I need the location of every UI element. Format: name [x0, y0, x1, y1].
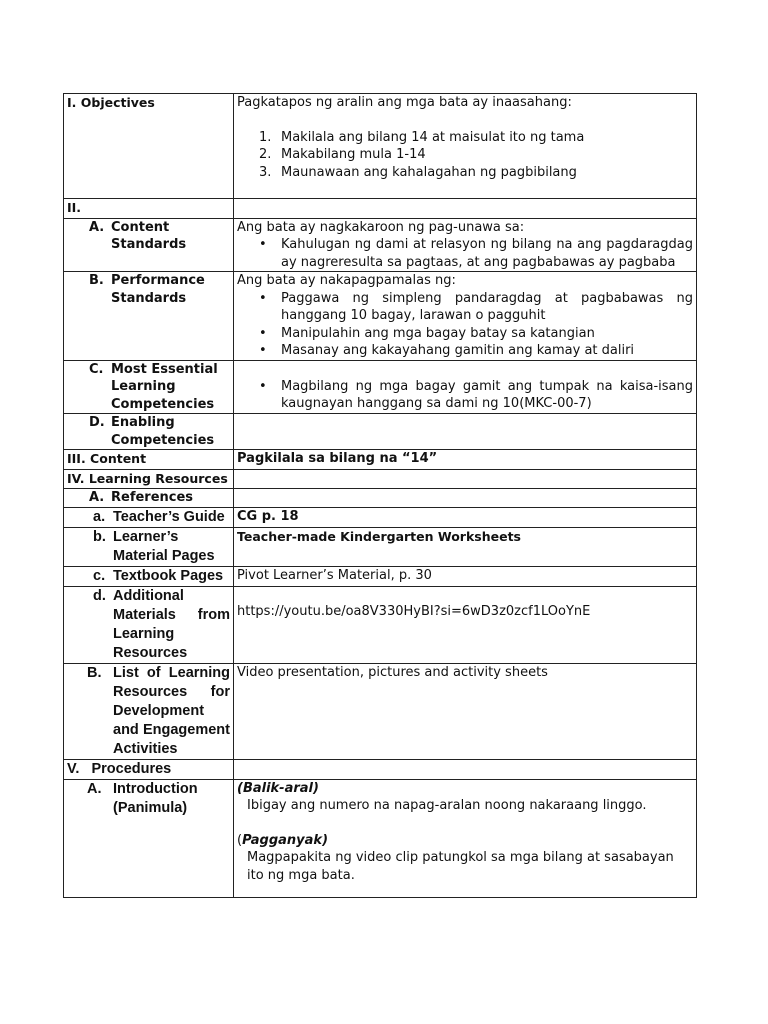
- learners-material-label: b. Learner’s Material Pages: [93, 528, 215, 564]
- list-resources-label: B. List of Learning Resources for Development and Engagement Activities: [87, 664, 230, 757]
- introduction-row: [64, 779, 697, 897]
- objective-item: 3. Maunawaan ang kahalagahan ng pagbibilang: [259, 164, 577, 180]
- pagganyak-title: (Pagganyak): [237, 832, 329, 848]
- references-label: A. References: [89, 490, 194, 505]
- melc-list: [237, 378, 693, 413]
- performance-standards-intro: Ang bata ay nakapagpamalas ng:: [237, 273, 456, 288]
- bullet-item: • Magbilang ng mga bagay gamit ang tumpak na kaisa-isang kaugnayan hanggang sa dami ng 10(MKC-00-7): [281, 378, 693, 413]
- list-resources-value: Video presentation, pictures and activity sheets: [237, 664, 548, 680]
- objectives-label: I. Objectives: [67, 95, 155, 110]
- objectives-list: [237, 129, 693, 182]
- additional-materials-label: d. Additional Materials from Learning Resources: [93, 587, 230, 661]
- content-standards-label: A. Content Standards: [89, 219, 187, 252]
- enabling-row: [64, 414, 697, 450]
- additional-materials-row: [64, 586, 697, 663]
- melc-row: [64, 360, 697, 414]
- lesson-plan-table: [63, 93, 697, 898]
- textbook-pages-label: c. Textbook Pages: [93, 567, 224, 584]
- content-label: III. Content: [67, 451, 147, 466]
- textbook-pages-row: [64, 566, 697, 586]
- textbook-pages-value: Pivot Learner’s Material, p. 30: [237, 567, 432, 583]
- content-standards-intro: Ang bata ay nagkakaroon ng pag-unawa sa:: [237, 219, 525, 235]
- bullet-item: • Kahulugan ng dami at relasyon ng bilang na ang pagdaragdag ay nagreresulta sa pagtaas, at ang pagbabawas ay pagbaba: [281, 236, 693, 271]
- section-ii-row: [64, 199, 697, 219]
- bullet-item: • Manipulahin ang mga bagay batay sa katangian: [281, 325, 693, 343]
- pagganyak-text: Magpapakita ng video clip patungkol sa mga bilang at sasabayan ito ng mga bata.: [247, 850, 674, 883]
- bullet-item: • Masanay ang kakayahang gamitin ang kamay at daliri: [281, 342, 693, 360]
- enabling-label: D. Enabling Competencies: [89, 415, 215, 448]
- list-resources-row: [64, 663, 697, 759]
- section-ii-label: II.: [67, 200, 82, 215]
- content-standards-row: [64, 218, 697, 272]
- procedures-label: V. Procedures: [67, 760, 172, 777]
- procedures-row: [64, 759, 697, 779]
- performance-standards-list: [237, 290, 693, 360]
- content-row: [64, 450, 697, 470]
- melc-label: C. Most Essential Learning Competencies: [89, 361, 218, 412]
- objectives-content-cell: [234, 94, 697, 199]
- teachers-guide-row: [64, 507, 697, 527]
- performance-standards-row: [64, 272, 697, 361]
- learners-material-row: [64, 527, 697, 566]
- content-standards-list: [237, 236, 693, 271]
- objective-item: 2. Makabilang mula 1-14: [259, 147, 426, 162]
- introduction-label: A. Introduction (Panimula): [87, 780, 198, 816]
- bullet-item: • Paggawa ng simpleng pandaragdag at pagbabawas ng hanggang 10 bagay, larawan o pagguhit: [281, 290, 693, 325]
- teachers-guide-value: CG p. 18: [237, 508, 299, 524]
- objectives-row: [64, 94, 697, 199]
- objective-item: 1. Makilala ang bilang 14 at maisulat ito ng tama: [259, 129, 585, 145]
- learning-resources-label: IV. Learning Resources: [67, 470, 228, 486]
- learners-material-value: Teacher-made Kindergarten Worksheets: [237, 528, 521, 544]
- content-value: Pagkilala sa bilang na “14”: [237, 451, 438, 466]
- additional-materials-link[interactable]: https://youtu.be/oa8V330HyBI?si=6wD3z0zcf1LOoYnE: [237, 603, 591, 619]
- performance-standards-label: B. Performance Standards: [89, 273, 205, 306]
- balik-aral-title: (Balik-aral): [237, 780, 319, 796]
- teachers-guide-label: a. Teacher’s Guide: [93, 508, 225, 525]
- references-row: [64, 489, 697, 508]
- balik-aral-text: Ibigay ang numero na napag-aralan noong nakaraang linggo.: [247, 798, 647, 813]
- objectives-intro: Pagkatapos ng aralin ang mga bata ay inaasahang:: [237, 95, 572, 110]
- learning-resources-row: [64, 469, 697, 489]
- objectives-label-cell: [64, 94, 234, 199]
